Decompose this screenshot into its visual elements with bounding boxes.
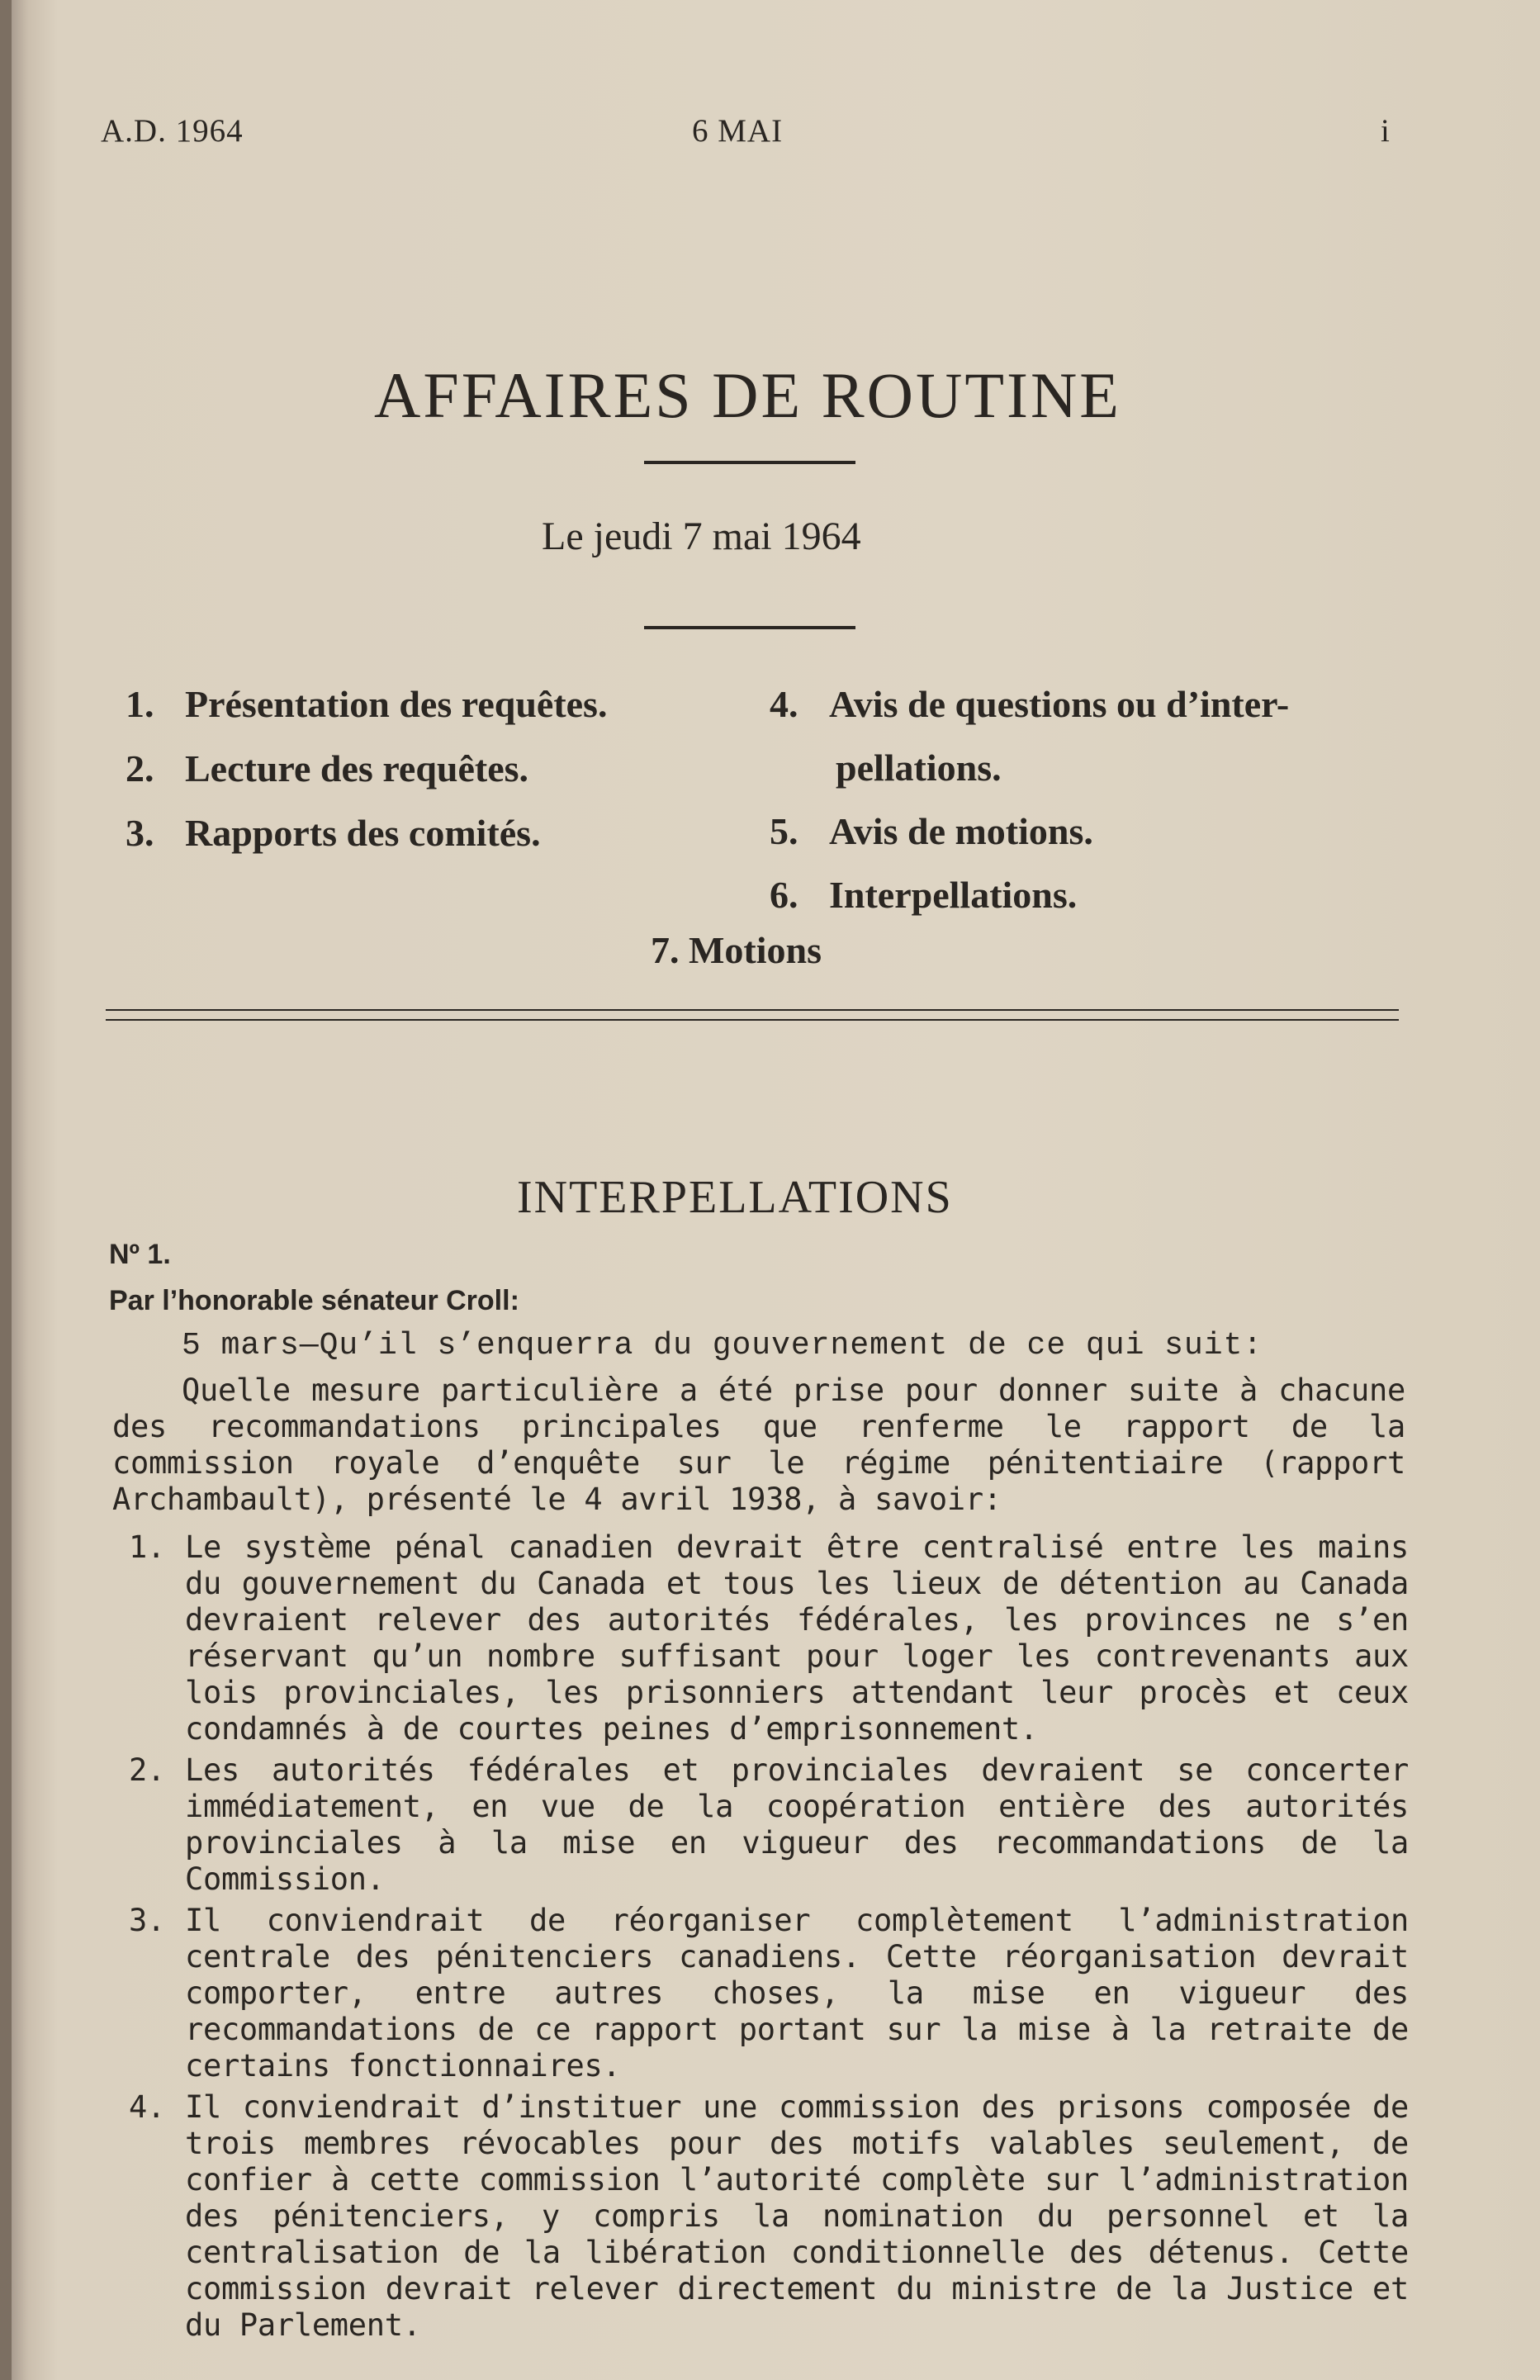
agenda-item-label: Interpellations. xyxy=(829,874,1078,916)
page-title: AFFAIRES DE ROUTINE xyxy=(374,359,1121,432)
agenda-list-left xyxy=(126,672,607,865)
page-binding-edge xyxy=(0,0,12,2380)
question-number: Nº 1. xyxy=(109,1239,171,1270)
agenda-item-label: Rapports des comités. xyxy=(185,812,541,854)
agenda-item-number: 2. xyxy=(126,747,154,789)
list-item-number: 4. xyxy=(129,2089,165,2125)
agenda-item-final: 7. Motions xyxy=(651,929,822,971)
list-item-number: 3. xyxy=(129,1903,165,1938)
list-item xyxy=(112,1529,1409,1747)
sitting-date: Le jeudi 7 mai 1964 xyxy=(542,514,861,558)
header-date: 6 MAI xyxy=(692,113,784,149)
agenda-item-label: Avis de motions. xyxy=(829,810,1093,852)
page-number: i xyxy=(1381,113,1391,149)
agenda-item-label: Avis de questions ou d’inter- xyxy=(829,683,1290,725)
divider-rule-bottom xyxy=(644,626,855,629)
agenda-item-number: 5. xyxy=(770,810,798,852)
header-year: A.D. 1964 xyxy=(101,113,244,149)
double-divider-rule xyxy=(106,1009,1399,1021)
agenda-item-continuation: pellations. xyxy=(836,747,1002,789)
section-title: INTERPELLATIONS xyxy=(517,1172,953,1223)
agenda-list-right xyxy=(770,672,1289,927)
list-item-text: Il conviendrait d’instituer une commission des prisons composée de trois membres révocables pour des motifs valables seulement, de confier à cette commission l’autorité complète sur l’administration des pénitenciers, y compris la nomination du personnel et la centralisation de la libération conditionnelle des détenus. Cette commission devrait relever directement du ministre de la Justice et du Parlement. xyxy=(185,2089,1409,2343)
list-item-text: Les autorités fédérales et provinciales devraient se concerter immédiatement, en vue de la coopération entière des autorités provinciales à la mise en vigueur des recommandations de la Commission. xyxy=(185,1752,1409,1897)
list-item-number: 1. xyxy=(129,1529,165,1565)
list-item-text: Le système pénal canadien devrait être centralisé entre les mains du gouvernement du Canada et tous les lieux de détention au Canada devraient relever des autorités fédérales, les provinces ne s’en réservant qu’un nombre suffisant pour loger les contrevenants aux lois provinciales, les prisonniers attendant leur procès et ceux condamnés à de courtes peines d’emprisonnement. xyxy=(185,1529,1409,1747)
list-item-number: 2. xyxy=(129,1752,165,1788)
agenda-item-label: Présentation des requêtes. xyxy=(185,683,608,725)
agenda-item xyxy=(126,737,607,801)
agenda-item-number: 6. xyxy=(770,874,798,916)
divider-rule-top xyxy=(644,461,855,464)
list-item xyxy=(112,1903,1409,2084)
agenda-item xyxy=(770,672,1289,736)
list-item xyxy=(112,2089,1409,2344)
agenda-item-number: 3. xyxy=(126,812,154,854)
running-header xyxy=(0,112,1540,154)
recommendation-list xyxy=(112,1529,1409,2349)
agenda-item xyxy=(770,799,1289,863)
question-intro: Quelle mesure particulière a été prise pour donner suite à chacune des recommandations principales que renferme le rapport de la commission royale d’enquête sur le régime pénitentiaire (rapport Archambault), présenté le 4 avril 1938, à savoir: xyxy=(112,1373,1405,1517)
agenda-item xyxy=(770,863,1289,927)
list-item xyxy=(112,1752,1409,1898)
question-author: Par l’honorable sénateur Croll: xyxy=(109,1285,519,1316)
question-date: 5 mars—Qu’il s’enquerra du gouvernement de ce qui suit: xyxy=(182,1328,1263,1363)
agenda-item-label: Lecture des requêtes. xyxy=(185,747,529,789)
agenda-item xyxy=(126,672,607,737)
list-item-text: Il conviendrait de réorganiser complètement l’administration centrale des pénitenciers canadiens. Cette réorganisation devrait comporter, entre autres choses, la mise en vigueur des recommandations de ce rapport portant sur la mise à la retraite de certains fonctionnaires. xyxy=(185,1903,1409,2084)
agenda-item xyxy=(126,801,607,865)
agenda-item-number: 1. xyxy=(126,683,154,725)
agenda-item-number: 4. xyxy=(770,683,798,725)
